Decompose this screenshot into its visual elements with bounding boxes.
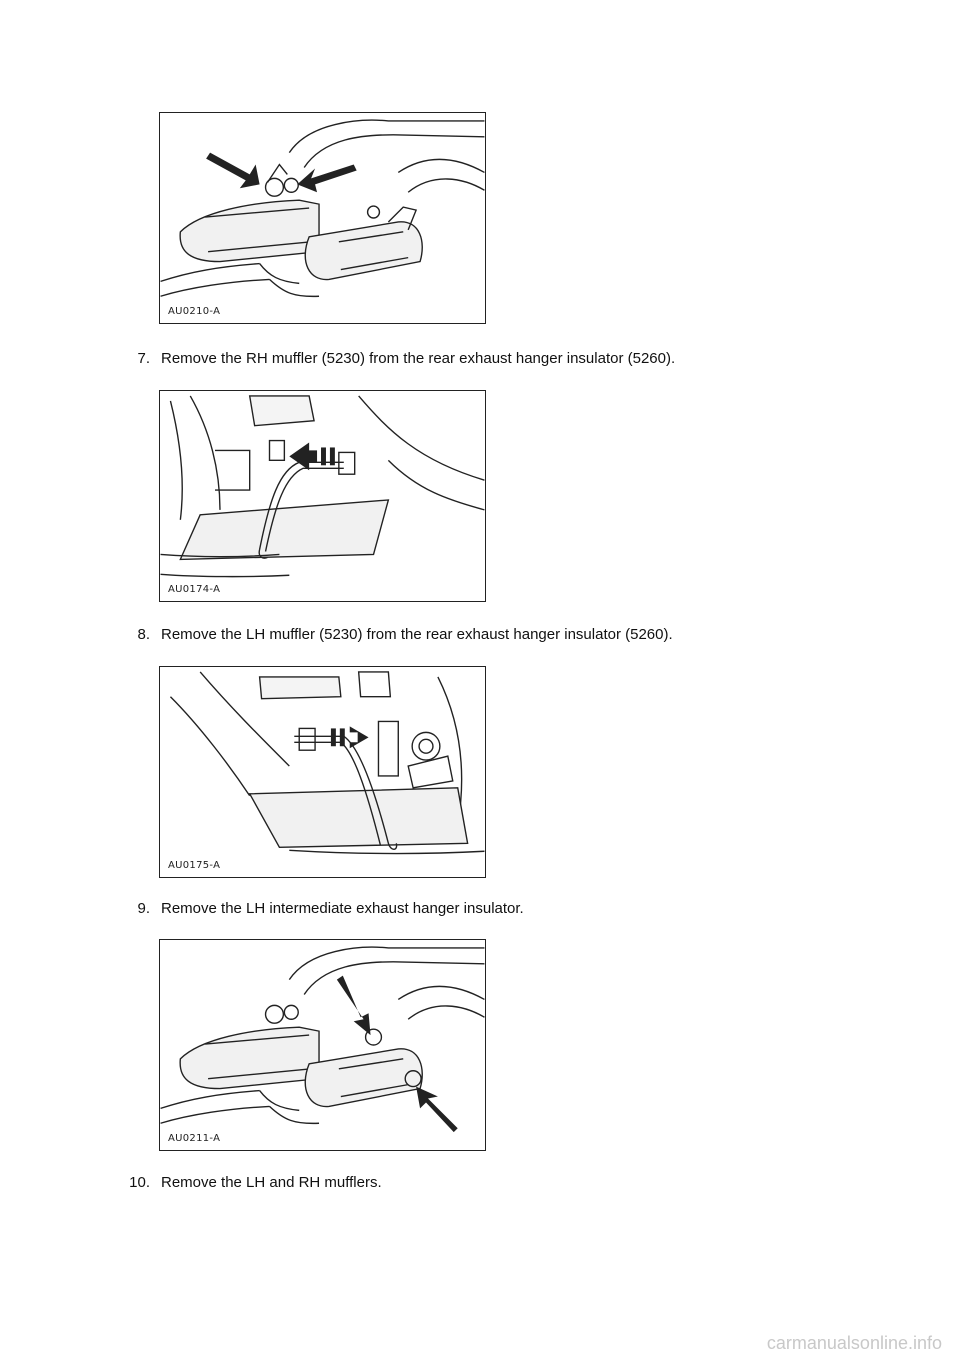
step-number: 7. bbox=[137, 350, 150, 367]
figure-au0175 bbox=[159, 666, 486, 878]
exhaust-mufflers-illustration bbox=[160, 113, 485, 323]
figure-au0211 bbox=[159, 939, 486, 1151]
step-8 bbox=[100, 626, 860, 644]
watermark: carmanualsonline.info bbox=[766, 1333, 942, 1353]
step-7 bbox=[100, 350, 860, 368]
step-text: Remove the RH muffler (5230) from the rear exhaust hanger insulator (5260). bbox=[161, 350, 676, 367]
step-text: Remove the LH intermediate exhaust hanger insulator. bbox=[161, 900, 524, 917]
step-text: Remove the LH and RH mufflers. bbox=[161, 1174, 382, 1191]
figure-code: AU0175-A bbox=[168, 860, 221, 871]
exhaust-hanger-insulator-illustration bbox=[160, 940, 485, 1150]
step-10 bbox=[100, 1174, 860, 1192]
rh-muffler-hanger-illustration bbox=[160, 391, 485, 601]
figure-au0210 bbox=[159, 112, 486, 324]
step-text: Remove the LH muffler (5230) from the rear exhaust hanger insulator (5260). bbox=[161, 626, 673, 643]
step-number: 9. bbox=[137, 900, 150, 917]
step-number: 10. bbox=[129, 1174, 150, 1191]
figure-code: AU0210-A bbox=[168, 306, 221, 317]
step-number: 8. bbox=[137, 626, 150, 643]
lh-muffler-hanger-illustration bbox=[160, 667, 485, 877]
figure-code: AU0174-A bbox=[168, 584, 221, 595]
figure-au0174 bbox=[159, 390, 486, 602]
step-9 bbox=[100, 900, 860, 918]
figure-code: AU0211-A bbox=[168, 1133, 221, 1144]
